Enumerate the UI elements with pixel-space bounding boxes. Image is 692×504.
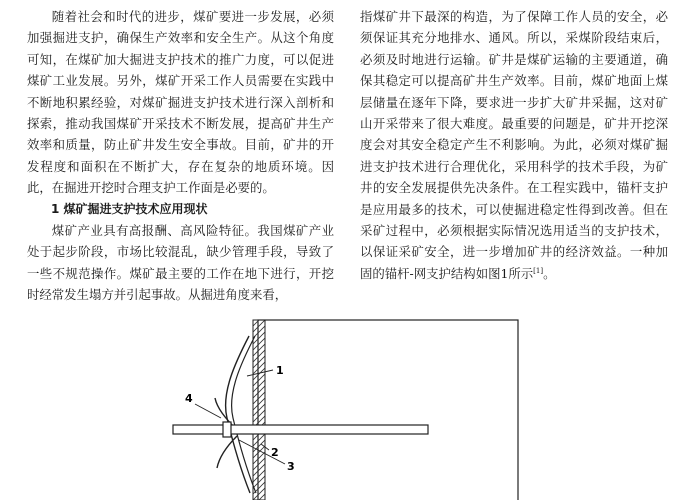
continuation-paragraph xyxy=(360,6,668,284)
label-2: 2 xyxy=(271,446,279,459)
continuation-text: 指煤矿井下最深的构造，为了保障工作人员的安全，必须保证其充分地排水、通风。所以，采煤阶段结束后，必须及时地进行运输。矿井是煤矿运输的主要通道，确保其稳定可以提高矿井生产效率。目前，煤矿地面上煤层储量在逐年下降，要求进一步扩大矿井采掘，这对矿山开采带来了很大难度。最重要的问题是，矿井开挖深度会对其安全稳定产生不利影响。为此，必须对煤矿掘进支护技术进行合理优化，采用科学的技术手段，为矿井的安全发展提供先决条件。在工程实践中，锚杆支护是应用最多的技术，可以使掘进稳定性得到改善。但在采矿过程中，必须根据实际情况选用适当的支护技术，以保证采矿安全，进一步增加矿井的经济效益。一种加固的锚杆-网支护结构如图1所示 xyxy=(360,9,668,281)
bolt-nut xyxy=(223,422,231,437)
label-4: 4 xyxy=(185,392,193,405)
lining-strip xyxy=(253,320,265,500)
support-diagram xyxy=(165,318,525,500)
figure-anchor-mesh-support xyxy=(165,318,525,500)
mesh-curve-inner xyxy=(232,336,256,493)
mesh-curve-outer xyxy=(226,336,250,493)
anchor-bolt xyxy=(173,425,428,434)
paragraph-end: 。 xyxy=(543,265,556,281)
label-3: 3 xyxy=(287,460,295,473)
status-paragraph: 煤矿产业具有高报酬、高风险特征。我国煤矿产业处于起步阶段，市场比较混乱，缺少管理手段，导致了一些不规范操作。煤矿最主要的工作在地下进行，开挖时经常发生塌方并引起事故。从掘进角度来看， xyxy=(27,223,334,303)
leader-4 xyxy=(195,404,221,418)
left-column xyxy=(27,6,334,306)
section-heading: 1 煤矿掘进支护技术应用现状 xyxy=(51,201,208,216)
rock-wall-outline xyxy=(258,320,518,500)
intro-paragraph: 随着社会和时代的进步，煤矿要进一步发展，必须加强掘进支护，确保生产效率和安全生产。从这个角度可知，在煤矿加大掘进支护技术的推广力度，可以促进煤矿工业发展。另外，煤矿开采工作人员需要在实践中不断地积累经验，对煤矿掘进支护技术进行深入剖析和探索，推动我国煤矿开采技术不断发展，提高矿井生产效率和质量，防止矿井发生安全事故。目前，矿井的开发程度和面积在不断扩大，存在复杂的地质环境。因此，在掘进开挖时合理支护工作面是必要的。 xyxy=(27,9,334,196)
right-column xyxy=(360,6,668,284)
label-1: 1 xyxy=(276,364,284,377)
citation-ref: [1] xyxy=(533,266,544,275)
